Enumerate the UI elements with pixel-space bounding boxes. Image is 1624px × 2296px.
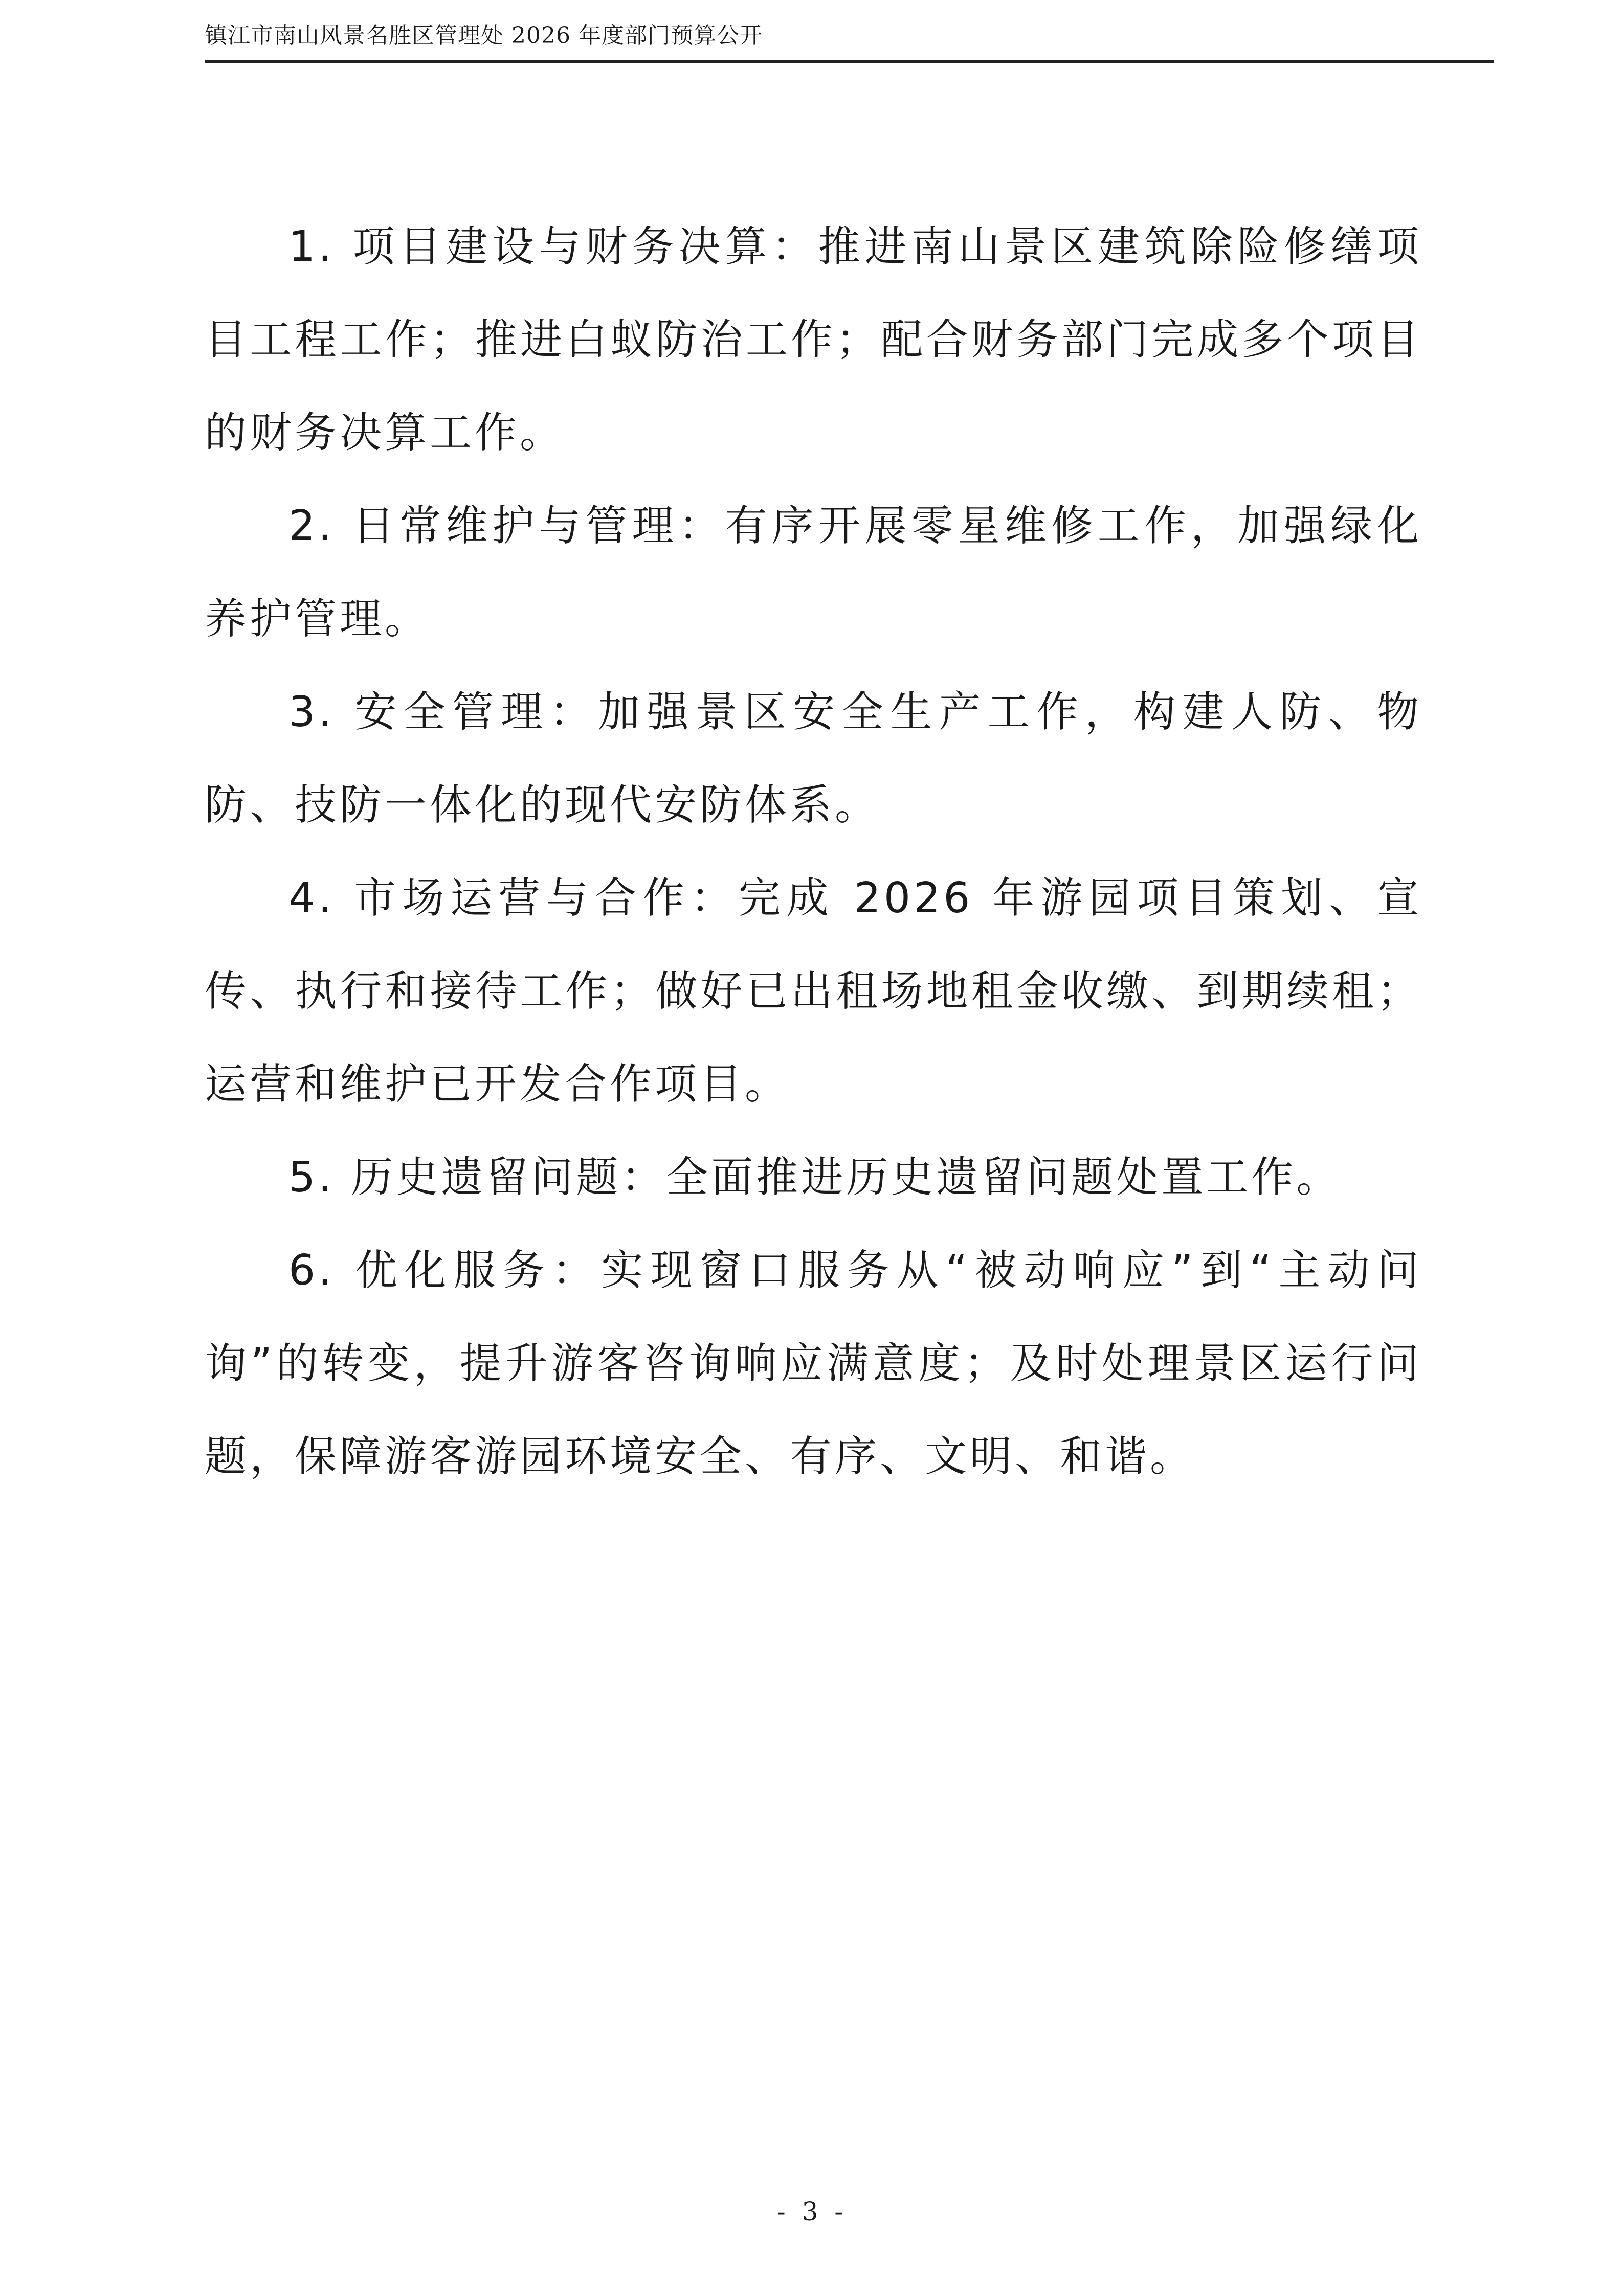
paragraph-service-optimization: 6. 优化服务：实现窗口服务从“被动响应”到“主动问询”的转变，提升游客咨询响应满意度；及时处理景区运行问题，保障游客游园环境安全、有序、文明、和谐。 xyxy=(205,1246,1422,1481)
paragraph-project-construction: 1. 项目建设与财务决算：推进南山景区建筑除险修缮项目工程工作；推进白蚁防治工作；配合财务部门完成多个项目的财务决算工作。 xyxy=(205,222,1422,457)
running-header: 镇江市南山风景名胜区管理处 2026 年度部门预算公开 xyxy=(205,22,763,49)
paragraph-market-operation: 4. 市场运营与合作：完成 2026 年游园项目策划、宣传、执行和接待工作；做好已出租场地租金收缴、到期续租；运营和维护已开发合作项目。 xyxy=(205,874,1422,1109)
paragraph-daily-maintenance: 2. 日常维护与管理：有序开展零星维修工作，加强绿化养护管理。 xyxy=(205,502,1422,643)
paragraph-safety-management: 3. 安全管理：加强景区安全生产工作，构建人防、物防、技防一体化的现代安防体系。 xyxy=(205,688,1422,829)
paragraph-legacy-issues: 5. 历史遗留问题：全面推进历史遗留问题处置工作。 xyxy=(288,1153,1342,1202)
header-divider xyxy=(205,60,1494,63)
body-text xyxy=(205,200,1422,1503)
page-number: - 3 - xyxy=(776,2197,848,2226)
